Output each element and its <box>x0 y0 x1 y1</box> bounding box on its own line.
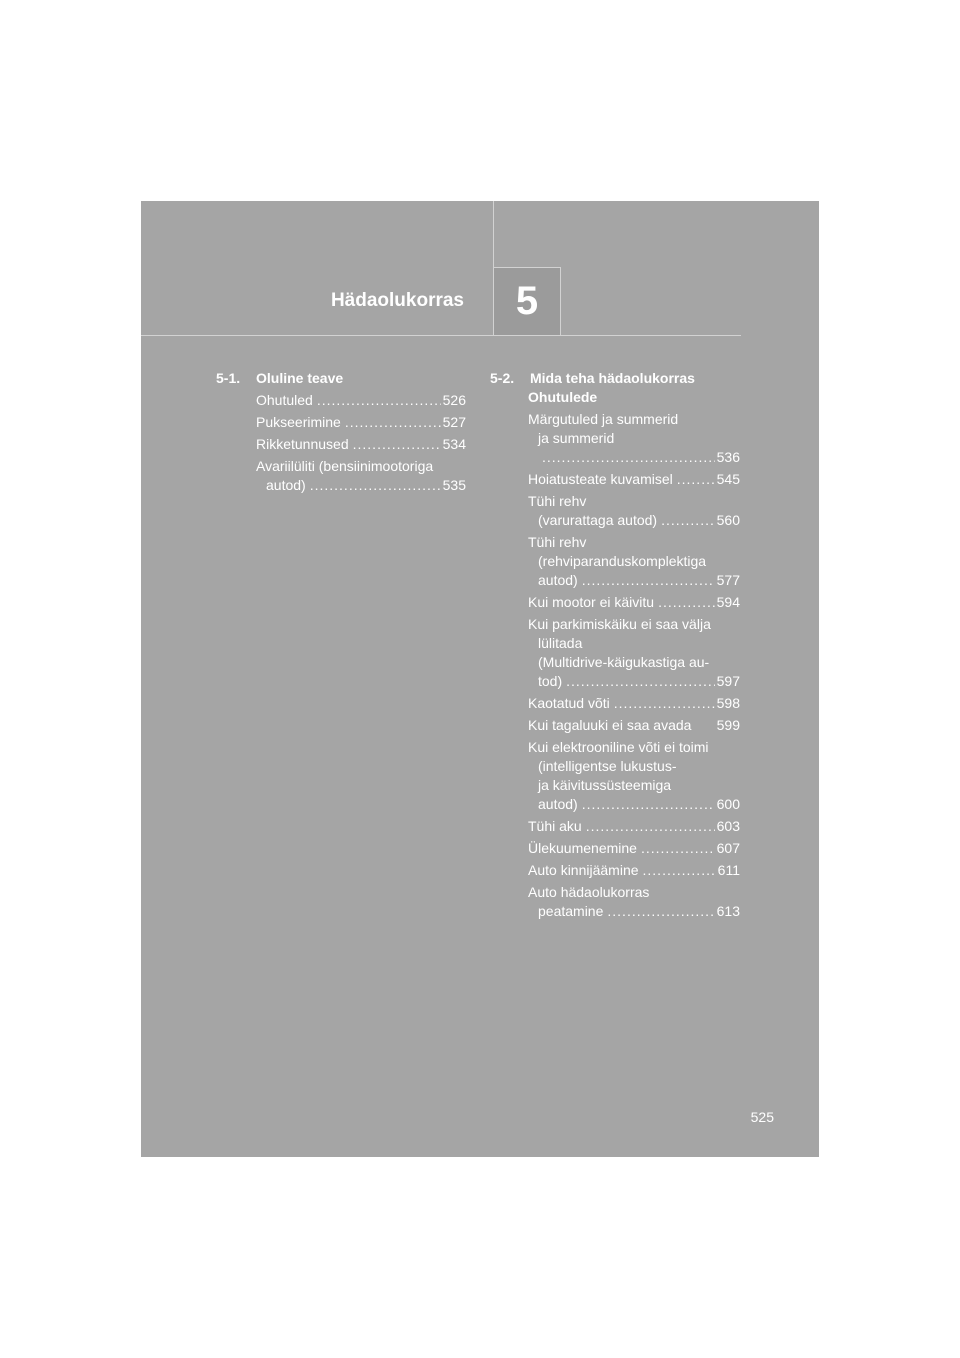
toc-entry[interactable] <box>256 435 466 454</box>
entry-label: Rikketunnused <box>256 436 349 452</box>
dot-leader <box>582 571 715 590</box>
section-heading <box>216 369 466 388</box>
entry-page: 526 <box>442 392 466 408</box>
chapter-number: 5 <box>515 279 539 323</box>
entry-label: autod) <box>538 796 578 812</box>
divider-vertical <box>493 201 494 268</box>
entry-label-line: Kui parkimiskäiku ei saa välja <box>528 616 711 632</box>
entry-label: Kui mootor ei käivitu <box>528 594 655 610</box>
entry-label: Kui tagaluuki ei saa avada <box>528 717 692 733</box>
toc-entry[interactable] <box>528 817 740 836</box>
page-number: 525 <box>750 1109 774 1125</box>
toc-entry[interactable] <box>528 861 740 880</box>
dot-leader <box>542 448 715 467</box>
entry-page: 560 <box>716 512 740 528</box>
toc-entry[interactable] <box>528 694 740 713</box>
entry-label-line: ja summerid <box>538 430 615 446</box>
entry-page: 545 <box>716 471 740 487</box>
entry-label-line: Kui elektrooniline võti ei toimi <box>528 739 709 755</box>
entry-page: 607 <box>716 840 740 856</box>
entry-label-line: Tühi rehv <box>528 493 587 509</box>
section-heading <box>490 369 740 388</box>
entry-label-line: Avariilüliti (bensiinimootoriga <box>256 458 434 474</box>
dot-leader <box>353 435 441 454</box>
entry-page: 534 <box>442 436 466 452</box>
dot-leader <box>582 795 715 814</box>
entry-label: Tühi aku <box>528 818 582 834</box>
section-title: Oluline teave <box>256 370 344 386</box>
chapter-title: Hädaolukorras <box>330 290 464 311</box>
entry-label-line: (intelligentse lukustus- <box>538 758 677 774</box>
entry-label: Pukseerimine <box>256 414 341 430</box>
dot-leader <box>661 511 715 530</box>
section-number: 5-2. <box>490 370 515 386</box>
entry-page: 599 <box>716 717 740 733</box>
entry-label-line: Märgutuled ja summerid <box>528 411 679 427</box>
section-title-continued: Ohutulede <box>528 389 598 405</box>
entry-label-line: (Multidrive-käigukastiga au- <box>538 654 710 670</box>
entry-page: 535 <box>442 477 466 493</box>
dot-leader <box>345 413 441 432</box>
entry-label: peatamine <box>538 903 604 919</box>
chapter-number-box <box>493 267 561 335</box>
toc-entry[interactable] <box>528 533 740 590</box>
dot-leader <box>586 817 715 836</box>
dot-leader <box>677 470 715 489</box>
entry-label: Ohutuled <box>256 392 313 408</box>
toc-entry[interactable] <box>528 716 740 735</box>
entry-label-line: lülitada <box>538 635 583 651</box>
section-number: 5-1. <box>216 370 241 386</box>
entry-page: 577 <box>716 572 740 588</box>
entry-label: Ülekuumenemine <box>528 840 637 856</box>
entry-label: (varurattaga autod) <box>538 512 658 528</box>
dot-leader <box>658 593 715 612</box>
entry-label: autod) <box>266 477 306 493</box>
toc-entry[interactable] <box>528 492 740 530</box>
entry-label-line: Tühi rehv <box>528 534 587 550</box>
entry-page: 611 <box>717 862 740 878</box>
entry-label: Kaotatud võti <box>528 695 610 711</box>
toc-entry[interactable] <box>528 839 740 858</box>
entry-page: 536 <box>716 449 740 465</box>
entry-page: 527 <box>442 414 466 430</box>
toc-entry[interactable] <box>528 470 740 489</box>
entry-label: Auto kinnijäämine <box>528 862 639 878</box>
toc-entry[interactable] <box>528 593 740 612</box>
entry-label-line: Auto hädaolukorras <box>528 884 650 900</box>
entry-page: 594 <box>716 594 740 610</box>
toc-entry[interactable] <box>528 738 740 814</box>
divider-horizontal <box>141 335 741 336</box>
entry-label: tod) <box>538 673 563 689</box>
dot-leader <box>607 902 714 921</box>
section-title: Mida teha hädaolukorras <box>530 370 695 386</box>
toc-section-5-2 <box>490 369 740 921</box>
toc-entry[interactable] <box>256 457 466 495</box>
toc-entry[interactable] <box>528 410 740 467</box>
dot-leader <box>566 672 715 691</box>
entry-page: 613 <box>716 903 740 919</box>
entry-label: Hoiatusteate kuvamisel <box>528 471 673 487</box>
toc-entry[interactable] <box>256 413 466 432</box>
dot-leader <box>641 839 715 858</box>
toc-entry[interactable] <box>256 391 466 410</box>
toc-section-5-1 <box>216 369 466 495</box>
dot-leader <box>317 391 441 410</box>
dot-leader <box>643 861 716 880</box>
entry-page: 597 <box>716 673 740 689</box>
entry-page: 600 <box>716 796 740 812</box>
entry-label-line: ja käivitussüsteemiga <box>538 777 672 793</box>
entry-label-line: (rehviparanduskomplektiga <box>538 553 707 569</box>
dot-leader <box>310 476 441 495</box>
entry-page: 603 <box>716 818 740 834</box>
entry-label: autod) <box>538 572 578 588</box>
entry-page: 598 <box>716 695 740 711</box>
toc-entry[interactable] <box>528 883 740 921</box>
dot-leader <box>614 694 715 713</box>
toc-entry[interactable] <box>528 615 740 691</box>
